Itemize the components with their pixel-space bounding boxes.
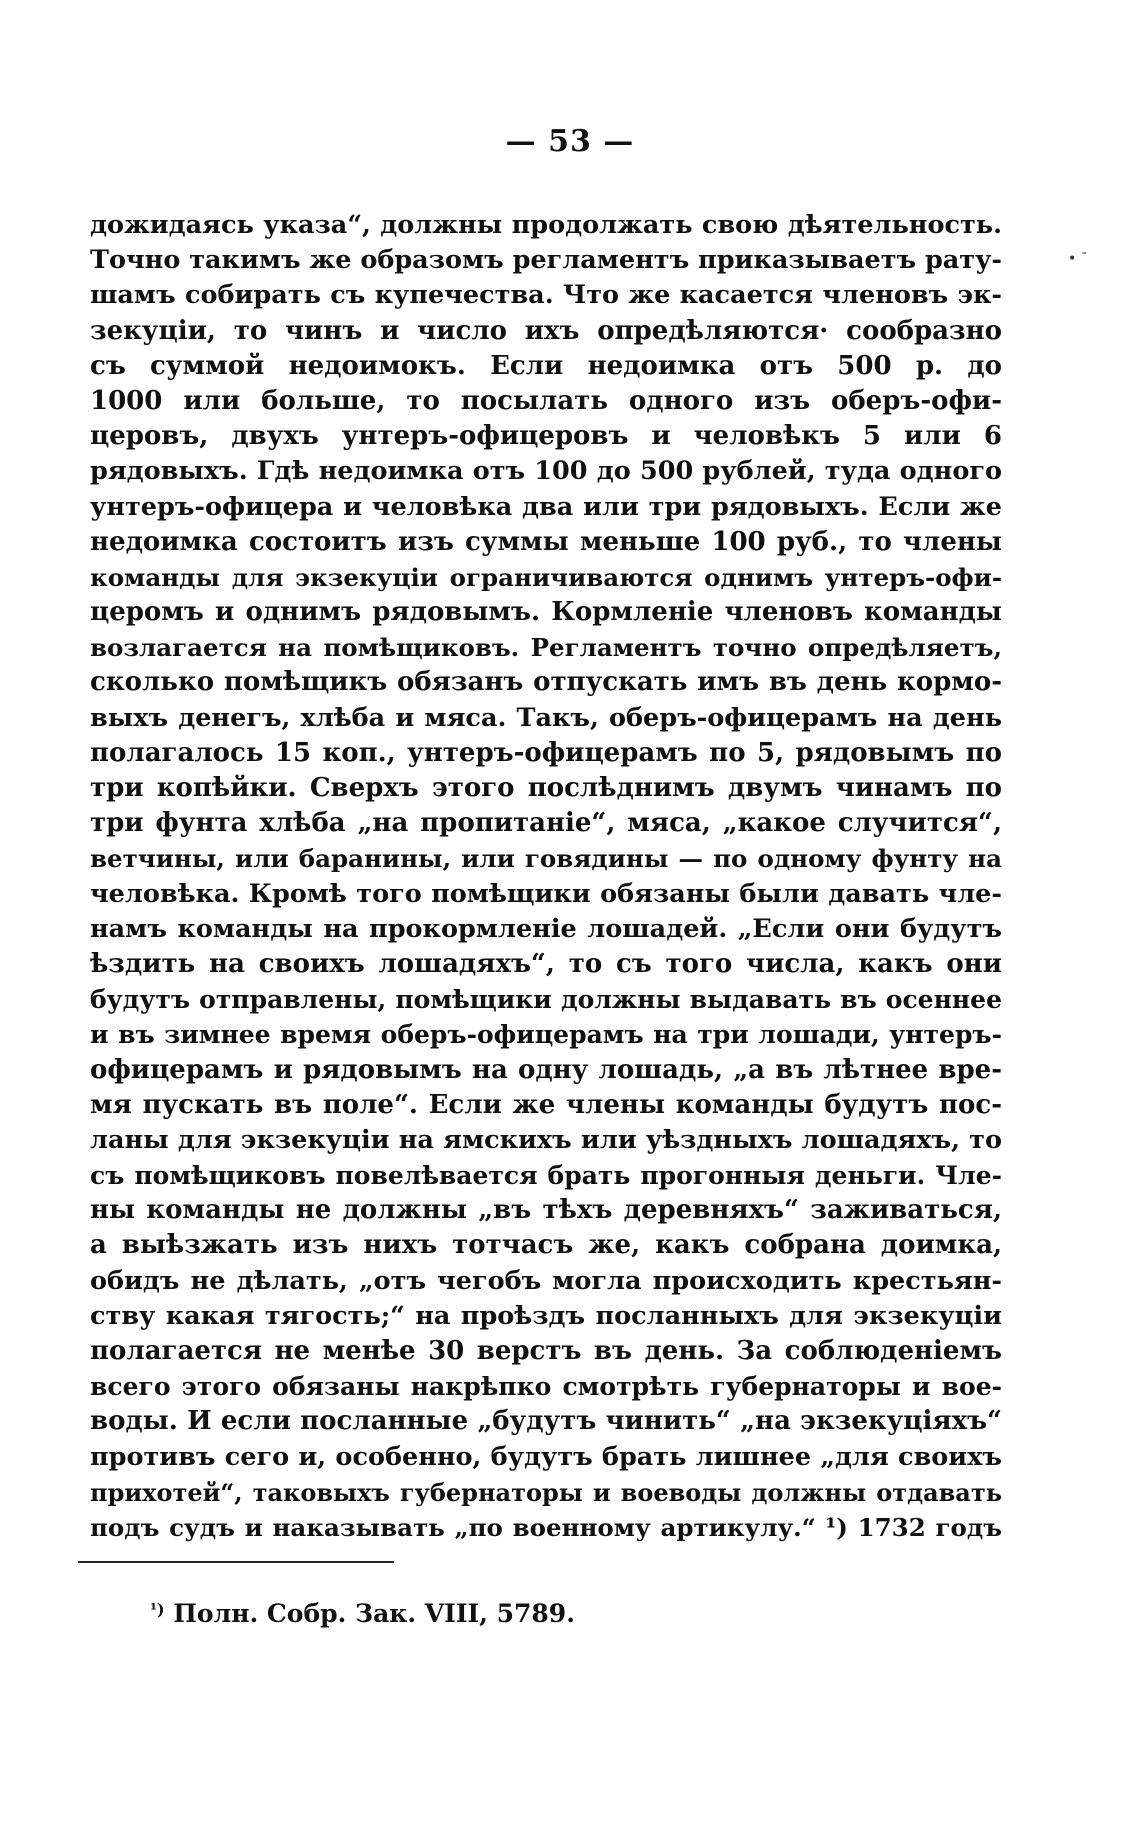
text-line: обидъ не дѣлать, „отъ чегобъ могла происходить крестьян- <box>90 1265 1002 1296</box>
text-line: съ помѣщиковъ повелѣвается брать прогонныя деньги. Чле- <box>90 1161 1002 1191</box>
text-line: мя пускать въ поле“. Если же члены команды будутъ пос- <box>90 1089 1002 1120</box>
text-line: противъ сего и, особенно, будутъ брать лишнее „для своихъ <box>90 1441 1002 1472</box>
text-line: полагалось 15 коп., унтеръ-офицерамъ по 5, рядовымъ по <box>90 737 1002 768</box>
footnote-divider <box>78 1561 394 1563</box>
footnote-marker: ¹) <box>150 1600 165 1619</box>
text-line: сколько помѣщикъ обязанъ отпускать имъ въ день кормо- <box>90 667 1002 698</box>
text-line: церомъ и однимъ рядовымъ. Кормленіе членовъ команды <box>90 597 1002 628</box>
text-line: полагается не менѣе 30 верстъ въ день. За соблюденіемъ <box>90 1336 1002 1366</box>
text-line: ѣздить на своихъ лошадяхъ“, то съ того числа, какъ они <box>90 948 1002 979</box>
text-line: унтеръ-офицера и человѣка два или три рядовыхъ. Если же <box>90 491 1002 522</box>
text-line: дожидаясь указа“, должны продолжать свою дѣятельность. <box>90 210 1002 240</box>
text-line: прихотей“, таковыхъ губернаторы и воеводы должны отдавать <box>90 1477 1002 1507</box>
text-line: рядовыхъ. Гдѣ недоимка отъ 100 до 500 рублей, туда одного <box>90 456 1002 487</box>
text-line: намъ команды на прокормленіе лошадей. „Если они будутъ <box>90 913 1002 944</box>
text-line: а выѣзжать изъ нихъ тотчасъ же, какъ собрана доимка, <box>90 1230 1002 1261</box>
text-line: Точно такимъ же образомъ регламентъ приказываетъ рату- <box>90 245 1002 276</box>
text-line: всего этого обязаны накрѣпко смотрѣть губернаторы и вое- <box>90 1372 1002 1402</box>
text-line: три копѣйки. Сверхъ этого послѣднимъ двумъ чинамъ по <box>90 773 1002 803</box>
footnote-text: Полн. Собр. Зак. VIII, 5789. <box>173 1599 575 1628</box>
text-line: три фунта хлѣба „на пропитаніе“, мяса, „какое случится“, <box>90 808 1002 839</box>
text-line: ны команды не должны „въ тѣхъ деревняхъ“ заживаться, <box>90 1195 1002 1226</box>
text-line: ланы для экзекуціи на ямскихъ или уѣздныхъ лошадяхъ, то <box>90 1124 1002 1155</box>
page-number-header: — 53 — <box>505 124 635 159</box>
text-line: возлагается на помѣщиковъ. Регламентъ точно опредѣляетъ, <box>90 633 1002 663</box>
text-line: будутъ отправлены, помѣщики должны выдавать въ осеннее <box>90 985 1002 1015</box>
text-line: и въ зимнее время оберъ-офицерамъ на три лошади, унтеръ- <box>90 1020 1002 1050</box>
text-line: съ суммой недоимокъ. Если недоимка отъ 500 р. до <box>90 350 1002 381</box>
text-line: подъ судъ и наказывать „по военному артикулу.“ ¹) 1732 годъ <box>90 1512 1002 1542</box>
text-line: ветчины, или баранины, или говядины — по одному фунту на <box>90 844 1002 874</box>
text-line: человѣка. Кромѣ того помѣщики обязаны были давать чле- <box>90 878 1002 909</box>
text-line: офицерамъ и рядовымъ на одну лошадь, „а въ лѣтнее вре- <box>90 1054 1002 1085</box>
text-line: воды. И если посланные „будутъ чинить“ „на экзекуціяхъ“ <box>90 1406 1002 1437</box>
text-line: ству какая тягость;“ на проѣздъ посланныхъ для экзекуціи <box>90 1300 1002 1331</box>
margin-mark: • ˉ <box>1068 251 1088 267</box>
body-text <box>90 208 1002 1545</box>
text-line: команды для экзекуціи ограничиваются однимъ унтеръ-офи- <box>90 562 1002 592</box>
text-line: 1000 или больше, то посылать одного изъ оберъ-офи- <box>90 385 1002 416</box>
text-line: недоимка состоитъ изъ суммы меньше 100 руб., то члены <box>90 526 1002 557</box>
text-line: зекуціи, то чинъ и число ихъ опредѣляются· сообразно <box>90 315 1002 346</box>
text-line: церовъ, двухъ унтеръ-офицеровъ и человѣкъ 5 или 6 <box>90 421 1002 452</box>
text-line: шамъ собирать съ купечества. Что же касается членовъ эк- <box>90 280 1002 311</box>
text-line: выхъ денегъ, хлѣба и мяса. Такъ, оберъ-офицерамъ на день <box>90 702 1002 733</box>
footnote <box>150 1597 575 1631</box>
